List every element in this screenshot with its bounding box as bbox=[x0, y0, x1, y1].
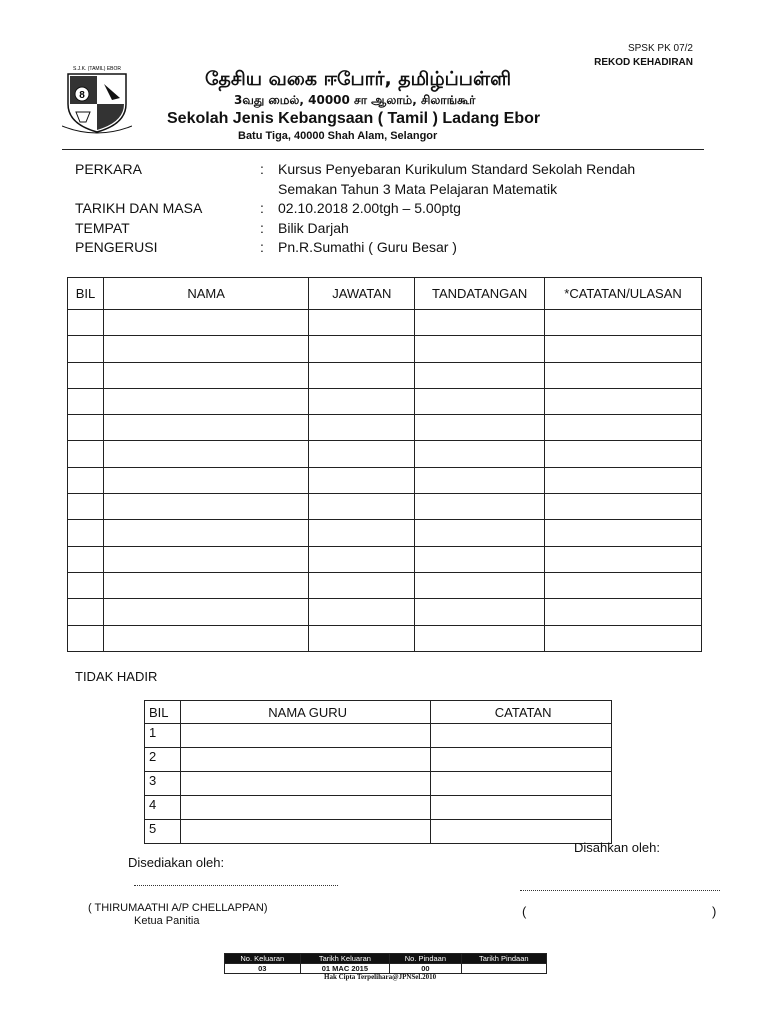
school-address-tamil: 3வது மைல், 40000 சா ஆலாம், சிலாங்கூர் bbox=[234, 93, 476, 107]
bil-cell[interactable] bbox=[68, 625, 104, 651]
tandatangan-cell[interactable] bbox=[415, 520, 545, 546]
pengerusi-label: PENGERUSI bbox=[75, 239, 158, 255]
nama-cell[interactable] bbox=[103, 572, 308, 598]
absent-label: TIDAK HADIR bbox=[75, 669, 158, 684]
header-divider bbox=[62, 149, 704, 150]
absent-note-cell[interactable] bbox=[431, 724, 612, 748]
jawatan-cell[interactable] bbox=[309, 388, 415, 414]
absent-number: 3 bbox=[145, 772, 181, 796]
nama-cell[interactable] bbox=[103, 336, 308, 362]
tandatangan-cell[interactable] bbox=[415, 415, 545, 441]
doc-control-values bbox=[225, 964, 547, 974]
doc-control-header bbox=[225, 954, 547, 964]
col-header-nama: NAMA bbox=[103, 278, 308, 310]
jawatan-cell[interactable] bbox=[309, 336, 415, 362]
jawatan-cell[interactable] bbox=[309, 599, 415, 625]
catatan-cell[interactable] bbox=[545, 441, 702, 467]
separator: : bbox=[260, 239, 264, 255]
absent-table bbox=[144, 700, 612, 844]
bil-cell[interactable] bbox=[68, 520, 104, 546]
school-address-malay: Batu Tiga, 40000 Shah Alam, Selangor bbox=[238, 130, 438, 142]
jawatan-cell[interactable] bbox=[309, 546, 415, 572]
bil-cell[interactable] bbox=[68, 388, 104, 414]
tandatangan-cell[interactable] bbox=[415, 625, 545, 651]
absent-name-cell[interactable] bbox=[180, 748, 430, 772]
tandatangan-cell[interactable] bbox=[415, 388, 545, 414]
document-control-table bbox=[224, 953, 547, 974]
bil-cell[interactable] bbox=[68, 362, 104, 388]
tandatangan-cell[interactable] bbox=[415, 546, 545, 572]
school-logo bbox=[62, 64, 132, 136]
verifier-name-close: ) bbox=[712, 904, 717, 919]
verifier-signature-line[interactable] bbox=[520, 890, 720, 891]
absent-row bbox=[145, 724, 612, 748]
attendance-header-row bbox=[68, 278, 702, 310]
nama-cell[interactable] bbox=[103, 494, 308, 520]
attendance-row bbox=[68, 572, 702, 598]
jawatan-cell[interactable] bbox=[309, 625, 415, 651]
attendance-row bbox=[68, 441, 702, 467]
perkara-label: PERKARA bbox=[75, 161, 142, 177]
tandatangan-cell[interactable] bbox=[415, 310, 545, 336]
absent-number: 2 bbox=[145, 748, 181, 772]
preparer-signature-line[interactable] bbox=[134, 885, 338, 886]
tandatangan-cell[interactable] bbox=[415, 336, 545, 362]
catatan-cell[interactable] bbox=[545, 625, 702, 651]
amendment-date-header: Tarikh Pindaan bbox=[461, 954, 546, 964]
nama-cell[interactable] bbox=[103, 625, 308, 651]
nama-cell[interactable] bbox=[103, 415, 308, 441]
absent-header-nama: NAMA GURU bbox=[180, 701, 430, 724]
absent-note-cell[interactable] bbox=[431, 796, 612, 820]
attendance-row bbox=[68, 388, 702, 414]
absent-number: 1 bbox=[145, 724, 181, 748]
col-header-jawatan: JAWATAN bbox=[309, 278, 415, 310]
tandatangan-cell[interactable] bbox=[415, 599, 545, 625]
pengerusi-value: Pn.R.Sumathi ( Guru Besar ) bbox=[278, 239, 457, 255]
tandatangan-cell[interactable] bbox=[415, 441, 545, 467]
absent-name-cell[interactable] bbox=[180, 772, 430, 796]
col-header-tandatangan: TANDATANGAN bbox=[415, 278, 545, 310]
svg-text:8: 8 bbox=[79, 90, 85, 101]
form-code bbox=[594, 42, 693, 70]
nama-cell[interactable] bbox=[103, 467, 308, 493]
tarikh-value: 02.10.2018 2.00tgh – 5.00ptg bbox=[278, 200, 461, 216]
verifier-name-open: ( bbox=[522, 904, 527, 919]
jawatan-cell[interactable] bbox=[309, 415, 415, 441]
issue-no: 03 bbox=[225, 964, 301, 974]
attendance-row bbox=[68, 336, 702, 362]
catatan-cell[interactable] bbox=[545, 388, 702, 414]
bil-cell[interactable] bbox=[68, 310, 104, 336]
absent-number: 4 bbox=[145, 796, 181, 820]
preparer-name: ( THIRUMAATHI A/P CHELLAPPAN) bbox=[88, 902, 268, 914]
perkara-value: Kursus Penyebaran Kurikulum Standard Sekolah Rendah bbox=[278, 161, 636, 177]
attendance-row bbox=[68, 310, 702, 336]
nama-cell[interactable] bbox=[103, 599, 308, 625]
bil-cell[interactable] bbox=[68, 599, 104, 625]
bil-cell[interactable] bbox=[68, 494, 104, 520]
attendance-row bbox=[68, 494, 702, 520]
jawatan-cell[interactable] bbox=[309, 310, 415, 336]
jawatan-cell[interactable] bbox=[309, 572, 415, 598]
absent-row bbox=[145, 748, 612, 772]
issue-date: 01 MAC 2015 bbox=[300, 964, 390, 974]
copyright: Hak Cipta Terpelihara@JPNSel.2010 bbox=[324, 973, 437, 981]
bil-cell[interactable] bbox=[68, 336, 104, 362]
prepared-by-label: Disediakan oleh: bbox=[128, 855, 225, 870]
absent-note-cell[interactable] bbox=[431, 772, 612, 796]
nama-cell[interactable] bbox=[103, 546, 308, 572]
attendance-row bbox=[68, 546, 702, 572]
issue-no-header: No. Keluaran bbox=[225, 954, 301, 964]
nama-cell[interactable] bbox=[103, 441, 308, 467]
bil-cell[interactable] bbox=[68, 441, 104, 467]
absent-name-cell[interactable] bbox=[180, 820, 430, 844]
jawatan-cell[interactable] bbox=[309, 441, 415, 467]
absent-note-cell[interactable] bbox=[431, 748, 612, 772]
preparer-title: Ketua Panitia bbox=[134, 915, 200, 927]
separator: : bbox=[260, 200, 264, 216]
bil-cell[interactable] bbox=[68, 415, 104, 441]
col-header-bil: BIL bbox=[68, 278, 104, 310]
tandatangan-cell[interactable] bbox=[415, 467, 545, 493]
issue-date-header: Tarikh Keluaran bbox=[300, 954, 390, 964]
amendment-no: 00 bbox=[390, 964, 461, 974]
catatan-cell[interactable] bbox=[545, 599, 702, 625]
tandatangan-cell[interactable] bbox=[415, 362, 545, 388]
jawatan-cell[interactable] bbox=[309, 467, 415, 493]
catatan-cell[interactable] bbox=[545, 336, 702, 362]
attendance-body bbox=[68, 310, 702, 652]
bil-cell[interactable] bbox=[68, 572, 104, 598]
perkara-value-cont: Semakan Tahun 3 Mata Pelajaran Matematik bbox=[278, 180, 558, 197]
separator: : bbox=[260, 219, 264, 236]
absent-name-cell[interactable] bbox=[180, 796, 430, 820]
nama-cell[interactable] bbox=[103, 388, 308, 414]
nama-cell[interactable] bbox=[103, 310, 308, 336]
tempat-value: Bilik Darjah bbox=[278, 219, 349, 236]
attendance-row bbox=[68, 415, 702, 441]
absent-name-cell[interactable] bbox=[180, 724, 430, 748]
catatan-cell[interactable] bbox=[545, 415, 702, 441]
jawatan-cell[interactable] bbox=[309, 520, 415, 546]
attendance-row bbox=[68, 362, 702, 388]
tandatangan-cell[interactable] bbox=[415, 494, 545, 520]
jawatan-cell[interactable] bbox=[309, 494, 415, 520]
form-code-number: SPSK PK 07/2 bbox=[627, 43, 693, 54]
absent-header-bil: BIL bbox=[145, 701, 181, 724]
absent-row bbox=[145, 796, 612, 820]
catatan-cell[interactable] bbox=[545, 467, 702, 493]
tandatangan-cell[interactable] bbox=[415, 572, 545, 598]
attendance-row bbox=[68, 625, 702, 651]
attendance-row bbox=[68, 599, 702, 625]
logo-top-text: S.J.K. (TAMIL) EBOR bbox=[73, 66, 121, 72]
bil-cell[interactable] bbox=[68, 546, 104, 572]
nama-cell[interactable] bbox=[103, 362, 308, 388]
verified-by-label: Disahkan oleh: bbox=[574, 840, 660, 855]
form-code-title: REKOD KEHADIRAN bbox=[594, 57, 693, 68]
tarikh-label: TARIKH DAN MASA bbox=[75, 200, 203, 216]
catatan-cell[interactable] bbox=[545, 520, 702, 546]
catatan-cell[interactable] bbox=[545, 494, 702, 520]
school-name-malay: Sekolah Jenis Kebangsaan ( Tamil ) Ladang Ebor bbox=[167, 110, 541, 127]
amendment-no-header: No. Pindaan bbox=[390, 954, 461, 964]
tempat-label: TEMPAT bbox=[75, 219, 130, 236]
separator: : bbox=[260, 161, 264, 177]
absent-row bbox=[145, 820, 612, 844]
bil-cell[interactable] bbox=[68, 467, 104, 493]
amendment-date bbox=[461, 964, 546, 974]
attendance-row bbox=[68, 467, 702, 493]
absent-number: 5 bbox=[145, 820, 181, 844]
catatan-cell[interactable] bbox=[545, 572, 702, 598]
catatan-cell[interactable] bbox=[545, 310, 702, 336]
jawatan-cell[interactable] bbox=[309, 362, 415, 388]
nama-cell[interactable] bbox=[103, 520, 308, 546]
attendance-table bbox=[67, 277, 702, 652]
school-name-tamil: தேசிய வகை ஈபோர், தமிழ்ப்பள்ளி bbox=[205, 68, 512, 90]
absent-header-row bbox=[145, 701, 612, 724]
catatan-cell[interactable] bbox=[545, 362, 702, 388]
absent-row bbox=[145, 772, 612, 796]
catatan-cell[interactable] bbox=[545, 546, 702, 572]
attendance-row bbox=[68, 520, 702, 546]
col-header-catatan: *CATATAN/ULASAN bbox=[545, 278, 702, 310]
absent-header-catatan: CATATAN bbox=[431, 701, 612, 724]
